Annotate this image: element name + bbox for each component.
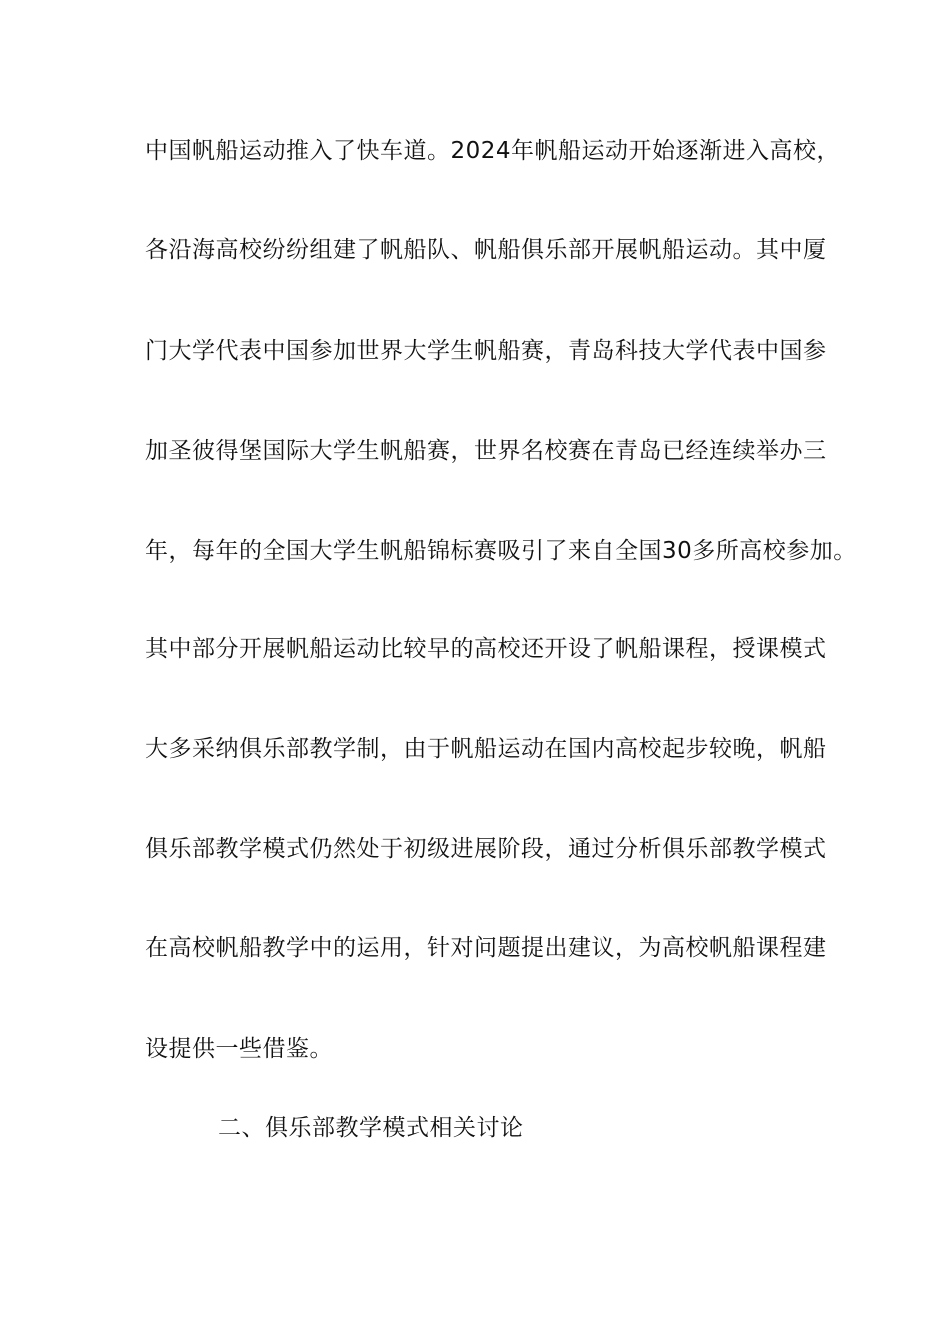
paragraph-line-3: 门大学代表中国参加世界大学生帆船赛，青岛科技大学代表中国参	[145, 338, 827, 364]
paragraph-line-1: 中国帆船运动推入了快车道。2024年帆船运动开始逐渐进入高校，	[145, 138, 841, 164]
paragraph-line-8: 俱乐部教学模式仍然处于初级进展阶段，通过分析俱乐部教学模式	[145, 836, 827, 862]
paragraph-line-9: 在高校帆船教学中的运用，针对问题提出建议，为高校帆船课程建	[145, 935, 827, 961]
paragraph-line-2: 各沿海高校纷纷组建了帆船队、帆船俱乐部开展帆船运动。其中厦	[145, 237, 827, 263]
paragraph-line-4: 加圣彼得堡国际大学生帆船赛，世界名校赛在青岛已经连续举办三	[145, 438, 827, 464]
paragraph-line-5: 年，每年的全国大学生帆船锦标赛吸引了来自全国30多所高校参加。	[145, 538, 857, 564]
paragraph-line-6: 其中部分开展帆船运动比较早的高校还开设了帆船课程，授课模式	[145, 636, 827, 662]
section-heading: 二、俱乐部教学模式相关讨论	[218, 1115, 524, 1141]
paragraph-line-7: 大多采纳俱乐部教学制，由于帆船运动在国内高校起步较晚，帆船	[145, 736, 827, 762]
paragraph-line-10: 设提供一些借鉴。	[145, 1036, 333, 1062]
